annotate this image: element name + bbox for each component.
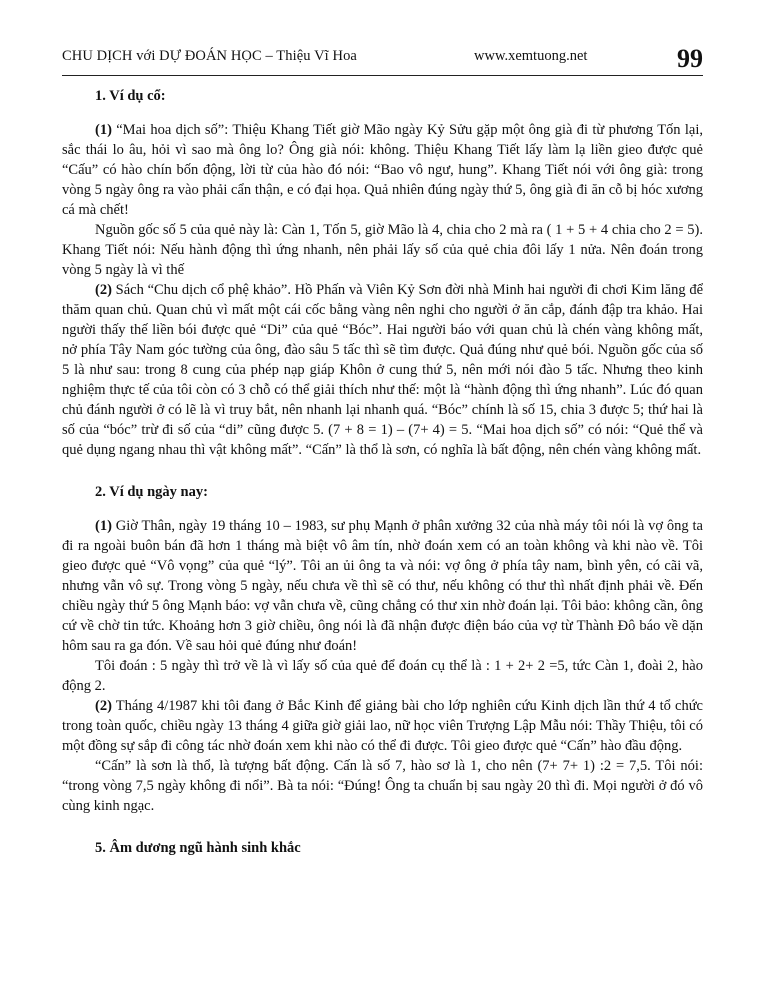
item-number: (1) [95, 518, 112, 534]
section-heading-2: 2. Ví dụ ngày nay: [95, 484, 208, 500]
paragraph [62, 120, 703, 220]
header-rule [62, 75, 703, 76]
paragraph: “Cấn” là sơn là thổ, là tượng bất động. Cấn là số 7, hào sơ là 1, cho nên (7+ 7+ 1) :2 = 7,5. Tôi nói: “trong vòng 7,5 ngày không đi nổi”. Bà ta nói: “Đúng! Ông ta chuẩn bị sau ngày 20 thì đi. Mọi người ở đó vô cùng kinh ngạc. [62, 758, 703, 814]
paragraph [62, 280, 703, 460]
item-number: (2) [95, 282, 112, 298]
page-body [62, 88, 703, 857]
section-heading-5: 5. Âm dương ngũ hành sinh khắc [95, 840, 301, 856]
paragraph: Tôi đoán : 5 ngày thì trở về là vì lấy số của quẻ để đoán cụ thể là : 1 + 2+ 2 =5, tức Càn 1, đoài 2, hào động 2. [62, 658, 703, 694]
paragraph-text: Tháng 4/1987 khi tôi đang ở Bắc Kinh để giảng bài cho lớp nghiên cứu Kinh dịch lần thứ 4 tổ chức trong toàn quốc, chiều ngày 13 tháng 4 giữa giờ giải lao, nữ học viên Trượng Lập Mẫu nói: Thầy Thiệu, tôi có một đồng sự sắp đi công tác nhờ đoán xem khi nào có thể đi được. Tôi gieo được quẻ “Cấn” hào đầu động. [62, 698, 703, 754]
paragraph [62, 696, 703, 756]
paragraph-text: “Mai hoa dịch số”: Thiệu Khang Tiết giờ Mão ngày Kỷ Sửu gặp một ông già đi từ phương Tốn lại, sắc thái lo âu, hỏi vì sao mà ông lo? Ông già nói: không. Thiệu Khang Tiết lấy làm lạ liền gieo được quẻ “Cấu” có hào chín bốn động, lời từ của hào đó nói: “Bao vô ngư, hung”. Khang Tiết nói với ông già: trong vòng 5 ngày ông ra vào phải cẩn thận, e có đại họa. Quả nhiên đúng ngày thứ 5, ông già đi ăn cỗ bị hóc xương cá mà chết! [62, 122, 703, 218]
paragraph-text: Sách “Chu dịch cổ phệ khảo”. Hồ Phấn và Viên Kỷ Sơn đời nhà Minh hai người đi chơi Kim lăng để thăm quan chủ. Quan chủ vì mất một cái cốc bằng vàng nên nghi cho người ở ăn cắp, đánh đập tra khảo. Hai người thấy thế liền bói được quẻ “Di” của quẻ “Bóc”. Hai người báo với quan chủ là chén vàng không mất, nở phía Tây Nam góc tường của ông, đào sâu 5 tấc thì sẽ tìm được. Quả đúng như quẻ bói. Nguồn gốc của số 5 là như sau: trong 8 cung của phép nạp giáp Khôn ở cung thứ 5, nên mới nói đào 5 tấc. Nhưng theo kinh nghiệm thực tế của tôi còn có 3 chỗ có thể giải thích như thế: một là “hành động thì ứng nhanh”. Lúc đó quan chủ đánh người ở có lẽ là vì truy bắt, nên nhanh lại nhanh quá. “Bóc” chính là số 15, chia 3 được 5; thứ hai là số của “bóc” trừ đi số của “di” cũng được 5. (7 + 8 = 1) – (7+ 4) = 5. “Mai hoa dịch số” có nói: “Quẻ thể và quẻ dụng ngang nhau thì vật không mất”. “Cấn” là thổ là sơn, có nghĩa là bất động, nên chén vàng không mất. [62, 282, 703, 458]
paragraph [62, 516, 703, 656]
book-title: CHU DỊCH với DỰ ĐOÁN HỌC – Thiệu Vĩ Hoa [62, 48, 357, 64]
paragraph-text: Giờ Thân, ngày 19 tháng 10 – 1983, sư phụ Mạnh ở phân xưởng 32 của nhà máy tôi nói là vợ ông ta đi ra ngoài buôn bán đã hơn 1 tháng mà biệt vô âm tín, nhờ đoán xem có an toàn không và khi nào về. Tôi gieo được quẻ “Vô vọng” của quẻ “lý”. Tôi an ủi ông ta và nói: vợ ông ở phía tây nam, bình yên, có cãi vã, nhưng vẫn vô sự. Trong vòng 5 ngày, nếu chưa về thì sẽ có thư, nếu không có thư thì nhất định phải về. Đến chiều ngày thứ 5 ông Mạnh báo: vợ vẫn chưa về, cũng chẳng có thư xin nhờ đoán lại. Tôi bảo: không cần, ông cứ về chờ tin tức. Khoảng hơn 3 giờ chiều, ông nói là đã nhận được điện báo của vợ từ Thành Đô báo về dặn hôm sau ra ga đón. Về sau hỏi quẻ đúng như đoán! [62, 518, 703, 654]
item-number: (2) [95, 698, 112, 714]
paragraph: Nguồn gốc số 5 của quẻ này là: Càn 1, Tốn 5, giờ Mão là 4, chia cho 2 mà ra ( 1 + 5 + 4 chia cho 2 = 5). Khang Tiết nói: Nếu hành động thì ứng nhanh, nên phải lấy số của quẻ chia đôi lấy 1 nửa. Nên đoán trong vòng 5 ngày là vì thế [62, 222, 703, 278]
item-number: (1) [95, 122, 112, 138]
section-heading-1: 1. Ví dụ cổ: [95, 88, 166, 104]
page-number: 99 [677, 44, 703, 73]
website-link[interactable]: www.xemtuong.net [474, 48, 588, 64]
page-header [62, 40, 703, 84]
